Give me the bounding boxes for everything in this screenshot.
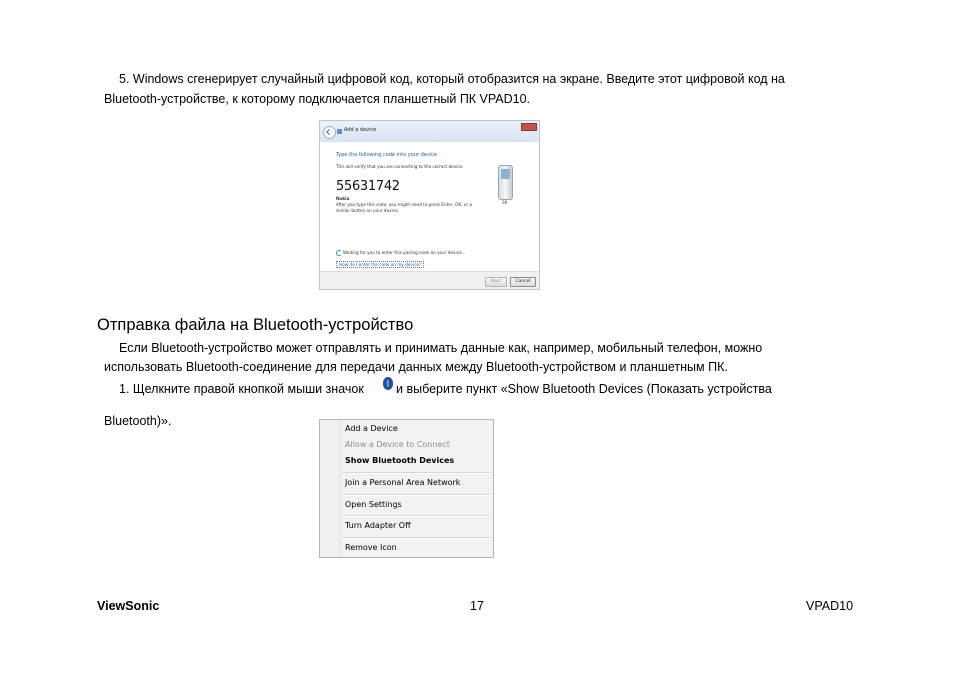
menu-item-open-settings[interactable]: Open Settings xyxy=(345,500,402,509)
menu-item-remove-icon[interactable]: Remove Icon xyxy=(345,543,397,552)
menu-item-turn-off[interactable]: Turn Adapter Off xyxy=(345,521,411,530)
section-heading: Отправка файла на Bluetooth-устройство xyxy=(97,316,414,334)
add-device-dialog xyxy=(319,120,540,290)
menu-item-add-device[interactable]: Add a Device xyxy=(345,424,398,433)
menu-item-show-devices[interactable]: Show Bluetooth Devices xyxy=(345,456,455,465)
section-para-line2: использовать Bluetooth-соединение для передачи данных между Bluetooth-устройством и планшетным ПК. xyxy=(104,360,728,374)
pairing-code: 55631742 xyxy=(336,179,400,194)
close-icon[interactable] xyxy=(521,123,537,131)
phone-icon xyxy=(498,165,513,200)
device-wizard-icon xyxy=(337,129,342,134)
back-arrow-icon[interactable] xyxy=(323,126,336,139)
spinner-icon xyxy=(336,250,342,256)
waiting-text: Waiting for you to enter this pairing code on your device... xyxy=(343,250,466,255)
dialog-title: Add a device xyxy=(344,127,377,133)
footer-model: VPAD10 xyxy=(806,599,854,613)
phone-screen xyxy=(501,169,510,179)
dialog-footer xyxy=(320,271,539,290)
menu-item-join-pan[interactable]: Join a Personal Area Network xyxy=(345,478,461,487)
step1-text-c: Bluetooth)». xyxy=(104,414,172,428)
menu-separator xyxy=(342,537,491,539)
cancel-button[interactable]: Cancel xyxy=(510,277,536,287)
step5-line1: 5. Windows сгенерирует случайный цифровой код, который отобразится на экране. Введите этот цифровой код на xyxy=(119,72,785,86)
next-button[interactable]: Next xyxy=(485,277,507,287)
dialog-titlebar xyxy=(320,121,539,142)
help-link[interactable]: How do I enter the code on my device? xyxy=(336,261,424,268)
menu-item-allow-connect: Allow a Device to Connect xyxy=(345,440,450,449)
menu-separator xyxy=(342,494,491,496)
bluetooth-icon: ᛒ xyxy=(383,377,393,390)
device-name-label: Nokia xyxy=(336,196,350,201)
menu-gutter xyxy=(320,420,341,557)
menu-separator xyxy=(342,472,491,474)
menu-separator xyxy=(342,515,491,517)
footer-brand: ViewSonic xyxy=(97,599,160,613)
bluetooth-context-menu xyxy=(319,419,494,558)
phone-label: 08 xyxy=(502,200,508,205)
step1-text-b: и выберите пункт «Show Bluetooth Devices (Показать устройства xyxy=(396,382,772,396)
dialog-subtext: This will verify that you are connecting to the correct device. xyxy=(336,164,464,169)
dialog-instructions: After you type this code, you might need to press Enter, OK, or a similar button on your device. xyxy=(336,202,473,213)
step5-line2: Bluetooth-устройстве, к которому подключается планшетный ПК VPAD10. xyxy=(104,92,531,106)
footer-page-number: 17 xyxy=(470,599,484,613)
dialog-heading: Type the following code into your device xyxy=(336,152,438,158)
step1-text-a: 1. Щелкните правой кнопкой мыши значок xyxy=(119,382,364,396)
section-para-line1: Если Bluetooth-устройство может отправлять и принимать данные как, например, мобильный телефон, можно xyxy=(119,341,763,355)
